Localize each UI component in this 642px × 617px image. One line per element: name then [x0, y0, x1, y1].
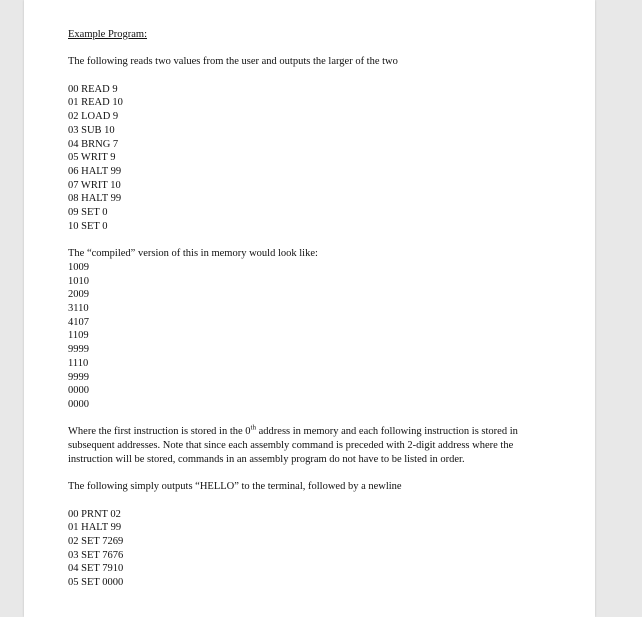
machine-word: 9999 [68, 371, 89, 383]
section-heading: Example Program: [68, 29, 148, 40]
machine-word: 3110 [68, 303, 89, 315]
code-line: 04 BRNG 7 [68, 138, 119, 150]
machine-word: 0000 [68, 398, 89, 410]
spacer [68, 42, 548, 56]
machine-word: 4107 [68, 316, 89, 328]
intro-paragraph: The following reads two values from the user and outputs the larger of the two [68, 56, 398, 68]
ordinal-suffix: th [250, 423, 256, 432]
code-line: 01 READ 10 [68, 97, 123, 109]
code-line: 00 READ 9 [68, 83, 118, 95]
machine-word: 1009 [68, 261, 89, 273]
program-listing-max [68, 83, 548, 234]
spacer [68, 412, 548, 426]
spacer [68, 494, 548, 508]
machine-word: 0000 [68, 385, 89, 397]
compiled-listing [68, 261, 548, 412]
document-page [24, 0, 595, 617]
code-line: 10 SET 0 [68, 220, 108, 232]
machine-word: 1109 [68, 330, 89, 342]
program-listing-hello [68, 508, 548, 590]
code-line: 06 HALT 99 [68, 166, 122, 177]
code-line: 04 SET 7910 [68, 563, 124, 575]
compiled-intro: The “compiled” version of this in memory would look like: [68, 248, 318, 260]
code-line: 00 PRNT 02 [68, 508, 121, 520]
code-line: 09 SET 0 [68, 207, 108, 219]
spacer [68, 69, 548, 83]
explanation-paragraph [68, 425, 548, 466]
machine-word: 1110 [68, 357, 89, 369]
code-line: 02 SET 7269 [68, 535, 124, 547]
machine-word: 9999 [68, 344, 89, 356]
code-line: 02 LOAD 9 [68, 111, 119, 123]
code-line: 08 HALT 99 [68, 193, 122, 205]
code-line: 05 WRIT 9 [68, 152, 116, 164]
explanation-text-end: address in memory and each following instruction is stored in subsequent addresses. Note that since each assembly command is preceded with 2-digit address where the instruction will be stored, commands in an assembly program do not have to be listed in order. [68, 426, 518, 465]
code-line: 07 WRIT 10 [68, 179, 121, 191]
code-line: 03 SET 7676 [68, 549, 124, 561]
code-line: 03 SUB 10 [68, 124, 115, 136]
explanation-text-start: Where the first instruction is stored in the 0 [68, 426, 251, 438]
spacer [68, 234, 548, 248]
machine-word: 1010 [68, 275, 89, 287]
code-line: 01 HALT 99 [68, 522, 122, 534]
code-line: 05 SET 0000 [68, 577, 124, 589]
spacer [68, 466, 548, 480]
machine-word: 2009 [68, 289, 89, 301]
document-content [68, 28, 548, 590]
hello-intro: The following simply outputs “HELLO” to the terminal, followed by a newline [68, 481, 402, 493]
